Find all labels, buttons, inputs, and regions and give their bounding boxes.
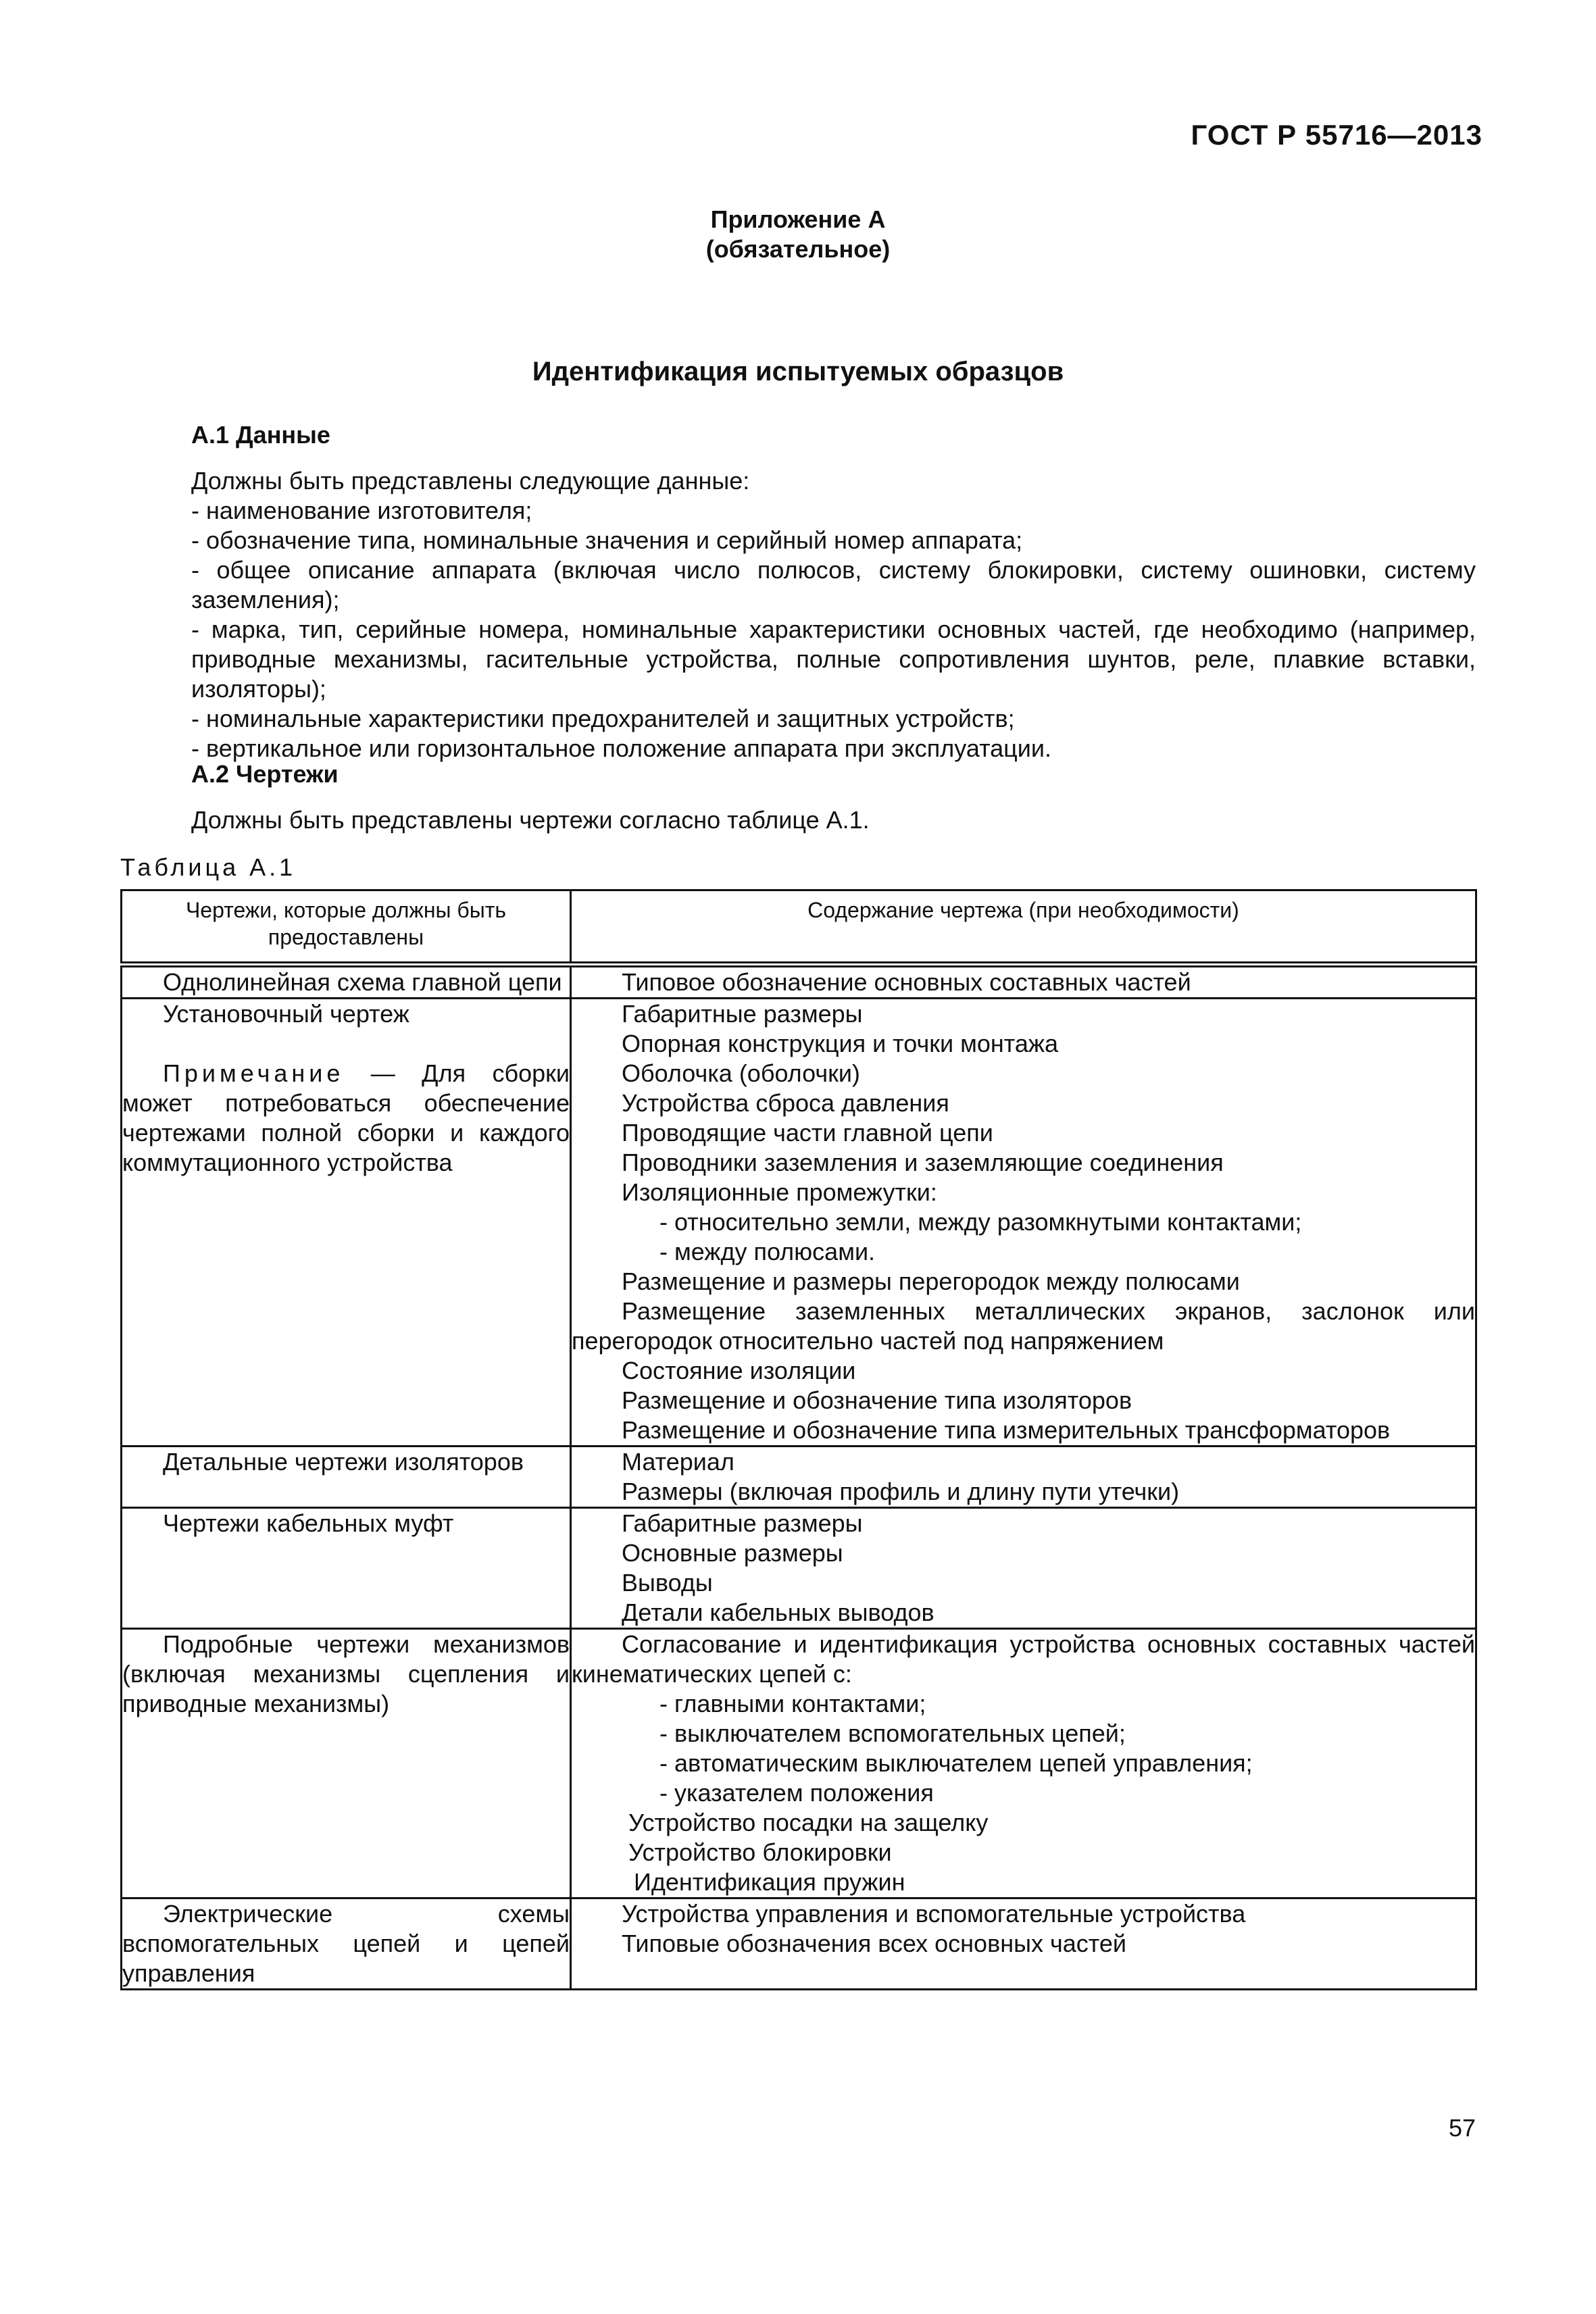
drawing-name: Подробные чертежи механизмов (включая механизмы сцепления и приводные механизмы) xyxy=(122,1630,570,1717)
table-note xyxy=(122,1059,570,1178)
content-line: Опорная конструкция и точки монтажа xyxy=(622,1030,1058,1057)
table-cell-content xyxy=(571,1898,1476,1990)
content-line: Устройство посадки на защелку xyxy=(628,1809,989,1836)
list-item: - общее описание аппарата (включая число полюсов, систему блокировки, систему ошиновки, систему заземления); xyxy=(191,556,1476,613)
content-line: Состояние изоляции xyxy=(622,1357,856,1384)
content-line: Материал xyxy=(622,1448,734,1476)
drawing-name: Однолинейная схема главной цепи xyxy=(163,968,562,996)
content-line: Оболочка (оболочки) xyxy=(622,1059,860,1087)
note-label: Примечание xyxy=(163,1059,345,1087)
content-line: Размещение и обозначение типа изоляторов xyxy=(622,1386,1132,1414)
drawing-name: Детальные чертежи изоляторов xyxy=(163,1448,524,1476)
table-caption: Таблица А.1 xyxy=(120,853,297,881)
content-line: - автоматическим выключателем цепей управления; xyxy=(659,1749,1253,1777)
drawing-name: Установочный чертеж xyxy=(163,1000,409,1028)
content-line: Проводники заземления и заземляющие соединения xyxy=(622,1149,1224,1176)
drawing-name: Чертежи кабельных муфт xyxy=(163,1509,454,1537)
table-cell-drawing xyxy=(122,1508,571,1629)
content-line: Основные размеры xyxy=(622,1539,843,1567)
content-line: Выводы xyxy=(622,1569,713,1596)
column-header-drawings: Чертежи, которые должны быть предоставлены xyxy=(122,890,571,965)
table-row xyxy=(122,1508,1476,1629)
content-line: Проводящие части главной цепи xyxy=(622,1119,993,1147)
table-row xyxy=(122,999,1476,1447)
content-line: Идентификация пружин xyxy=(634,1868,905,1896)
list-item: - наименование изготовителя; xyxy=(191,497,532,524)
appendix-title: Приложение А xyxy=(710,205,886,233)
page-title: Идентификация испытуемых образцов xyxy=(532,357,1064,386)
table-cell-content xyxy=(571,1629,1476,1898)
table-cell-drawing xyxy=(122,999,571,1447)
table-cell-drawing xyxy=(122,1447,571,1508)
content-line: Типовые обозначения всех основных частей xyxy=(622,1930,1126,1957)
section-a2-heading: А.2 Чертежи xyxy=(191,760,339,788)
table-cell-drawing xyxy=(122,1898,571,1990)
table-cell-drawing xyxy=(122,1629,571,1898)
list-item: - вертикальное или горизонтальное положение аппарата при эксплуатации. xyxy=(191,734,1052,762)
content-line: - между полюсами. xyxy=(659,1238,876,1265)
content-line: - выключателем вспомогательных цепей; xyxy=(659,1719,1126,1747)
table-cell-content xyxy=(571,999,1476,1447)
drawing-name: Электрические схемы вспомогательных цепей и цепей управления xyxy=(122,1900,570,1987)
section-a2 xyxy=(120,759,1476,835)
content-line: Размещение и размеры перегородок между полюсами xyxy=(622,1267,1240,1295)
table-cell-content xyxy=(571,1508,1476,1629)
content-line: Размеры (включая профиль и длину пути утечки) xyxy=(622,1478,1180,1505)
content-line: Типовое обозначение основных составных частей xyxy=(622,968,1191,996)
table-row xyxy=(122,965,1476,999)
content-line: - относительно земли, между разомкнутыми контактами; xyxy=(659,1208,1302,1236)
section-a1-intro: Должны быть представлены следующие данные: xyxy=(191,467,750,495)
content-line: Устройство блокировки xyxy=(628,1838,892,1866)
table-header-row xyxy=(122,890,1476,965)
content-line: - главными контактами; xyxy=(659,1690,926,1717)
list-item: - номинальные характеристики предохранителей и защитных устройств; xyxy=(191,705,1015,732)
standard-code: ГОСТ Р 55716—2013 xyxy=(1191,119,1482,151)
column-header-content: Содержание чертежа (при необходимости) xyxy=(571,890,1476,965)
content-line: Изоляционные промежутки: xyxy=(622,1178,937,1206)
content-line: - указателем положения xyxy=(659,1779,934,1807)
table-row xyxy=(122,1629,1476,1898)
page-number: 57 xyxy=(1448,2114,1476,2142)
table-cell-drawing xyxy=(122,965,571,999)
content-line: Устройства сброса давления xyxy=(622,1089,949,1117)
content-line: Размещение заземленных металлических экранов, заслонок или перегородок относительно частей под напряжением xyxy=(572,1297,1475,1355)
section-a2-intro: Должны быть представлены чертежи согласно таблице А.1. xyxy=(191,806,870,834)
table-cell-content xyxy=(571,965,1476,999)
drawings-table xyxy=(120,889,1477,1990)
section-a1 xyxy=(120,420,1476,763)
appendix-heading xyxy=(0,205,1596,264)
list-item: - обозначение типа, номинальные значения и серийный номер аппарата; xyxy=(191,526,1023,554)
table-cell-content xyxy=(571,1447,1476,1508)
table-row xyxy=(122,1447,1476,1508)
list-item: - марка, тип, серийные номера, номинальные характеристики основных частей, где необходимо (например, приводные механизмы, гасительные устройства, полные сопротивления шунтов, реле, плавкие вставки, изоляторы); xyxy=(191,615,1476,703)
content-line: Габаритные размеры xyxy=(622,1509,863,1537)
content-line: Детали кабельных выводов xyxy=(622,1599,934,1626)
appendix-status: (обязательное) xyxy=(705,235,891,263)
content-line: Устройства управления и вспомогательные устройства xyxy=(622,1900,1246,1928)
content-line: Габаритные размеры xyxy=(622,1000,863,1028)
content-line: Размещение и обозначение типа измерительных трансформаторов xyxy=(622,1416,1391,1444)
note-text: — Для сборки может потребоваться обеспечение чертежами полной сборки и каждого коммутационного устройства xyxy=(122,1059,570,1176)
content-line: Согласование и идентификация устройства основных составных частей кинематических цепей с: xyxy=(572,1630,1475,1688)
table-row xyxy=(122,1898,1476,1990)
section-a1-heading: А.1 Данные xyxy=(191,421,330,449)
